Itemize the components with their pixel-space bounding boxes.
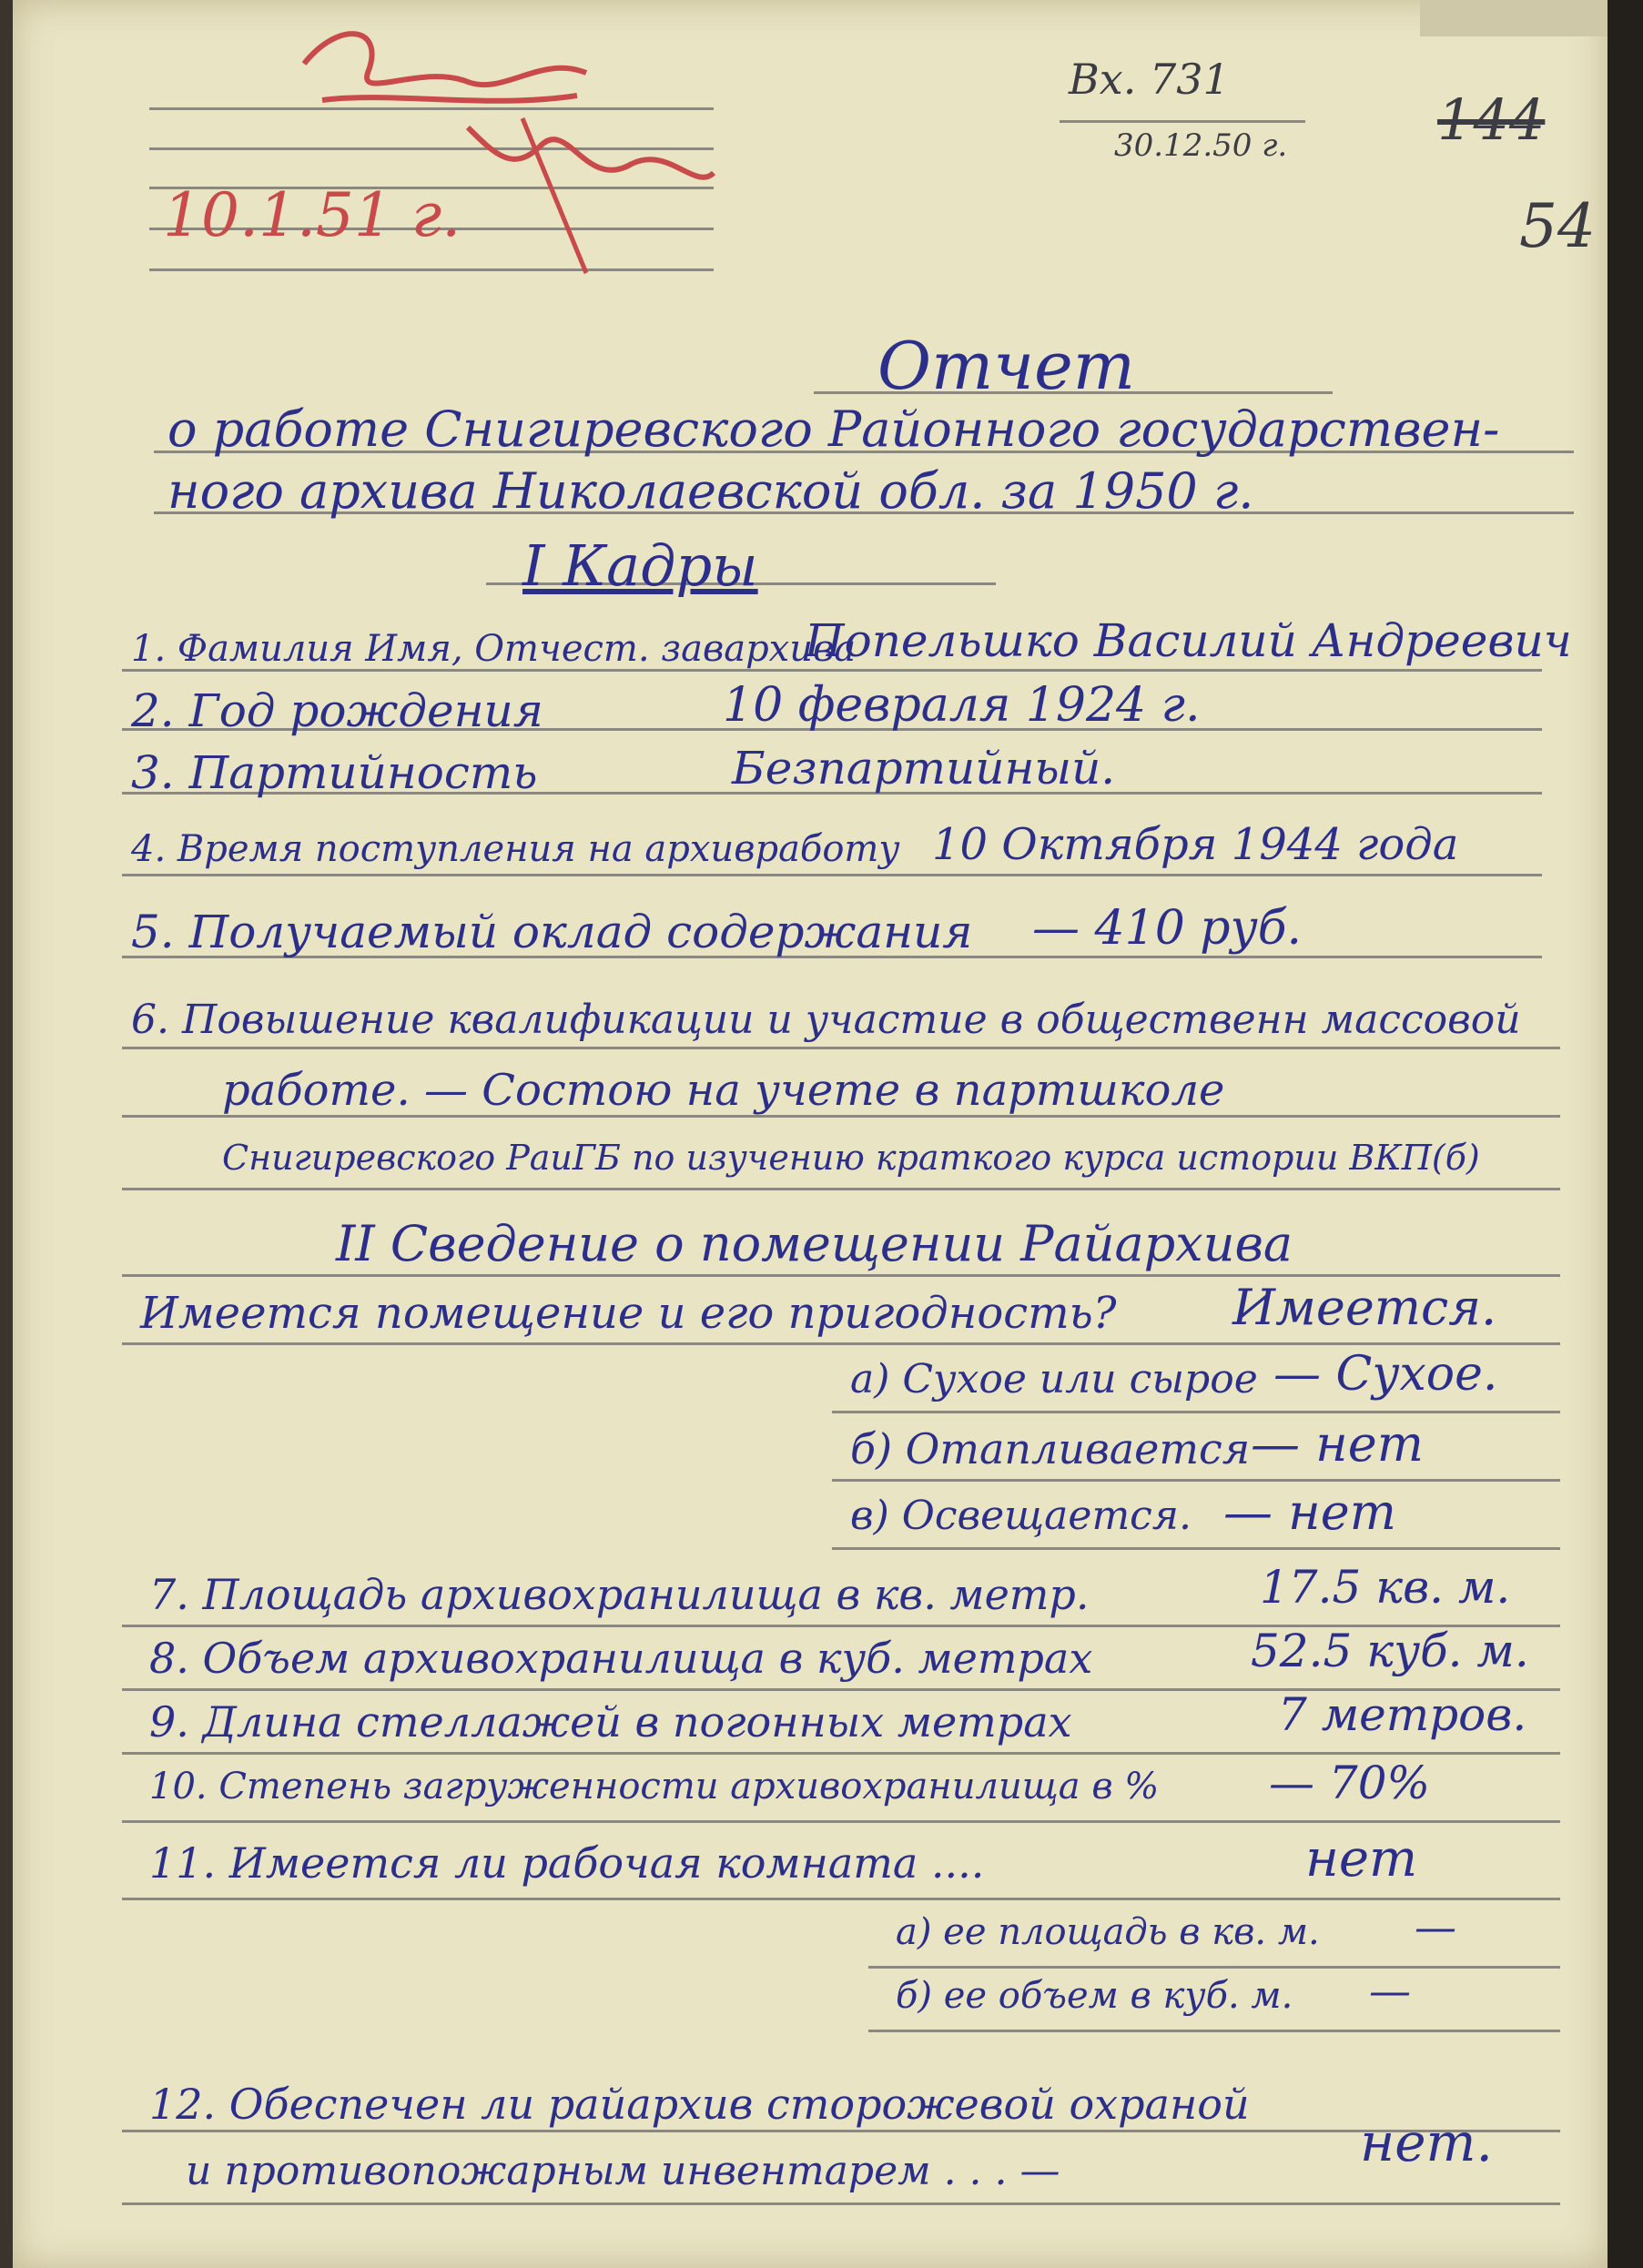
- item12-line2: и противопожарным инвентарем . . . —: [186, 2148, 1060, 2194]
- document-page: [13, 0, 1608, 2268]
- report-subtitle-line2: ного архива Николаевской обл. за 1950 г.: [167, 462, 1254, 520]
- report-title: Отчет: [877, 328, 1135, 404]
- item4-value: 10 Октября 1944 года: [932, 819, 1459, 870]
- ruled-line: [868, 2030, 1560, 2032]
- item4-label: 4. Время поступления на архивработу: [131, 828, 900, 870]
- sub-b-value: — нет: [1251, 1415, 1424, 1473]
- ruled-line: [832, 1479, 1560, 1482]
- item9-value: 7 метров.: [1278, 1688, 1527, 1741]
- item5-value: — 410 руб.: [1032, 901, 1303, 956]
- section2-title: II Сведение о помещении Райархива: [336, 1215, 1293, 1272]
- item3-label: 3. Партийность: [131, 746, 538, 799]
- ruled-line: [122, 2130, 1560, 2132]
- incoming-number: Вх. 731: [1069, 55, 1230, 104]
- sub11-a-label: а) ее площадь в кв. м.: [896, 1911, 1320, 1953]
- ruled-line: [122, 2202, 1560, 2205]
- red-date-note: 10.1.51 г.: [163, 180, 461, 250]
- ruled-line: [122, 874, 1542, 876]
- item6-line1: 6. Повышение квалификации и участие в общественн массовой: [131, 997, 1521, 1043]
- item8-value: 52.5 куб. м.: [1251, 1625, 1529, 1677]
- sub11-b-value: —: [1369, 1966, 1411, 2015]
- sub11-b-label: б) ее объем в куб. м.: [896, 1975, 1293, 2017]
- ruled-line: [122, 1274, 1560, 1277]
- sub-b-label: б) Отапливается: [850, 1424, 1251, 1473]
- item7-value: 17.5 кв. м.: [1260, 1561, 1511, 1614]
- item6-line3: Снигиревского РаиГБ по изучению краткого курса истории ВКП(б): [222, 1138, 1480, 1178]
- old-sheet-number: 144: [1437, 86, 1546, 153]
- item11-value: нет: [1305, 1829, 1418, 1888]
- ruled-line: [1060, 120, 1305, 123]
- ruled-line: [122, 1342, 1560, 1345]
- premises-answer: Имеется.: [1232, 1279, 1497, 1336]
- premises-question: Имеется помещение и его пригодность?: [140, 1288, 1117, 1339]
- sub-v-label: в) Освещается.: [850, 1493, 1192, 1539]
- page-tab-behind: [1420, 0, 1608, 36]
- item6-line2: работе. — Состою на учете в партшколе: [222, 1065, 1225, 1116]
- section1-title: I Кадры: [522, 532, 758, 599]
- item1-label: 1. Фамилия Имя, Отчест. заварxива: [131, 628, 857, 670]
- item10-value: — 70%: [1269, 1757, 1431, 1809]
- ruled-line: [122, 1188, 1560, 1190]
- ruled-line: [868, 1966, 1560, 1969]
- ruled-line: [122, 1820, 1560, 1823]
- item7-label: 7. Площадь архивохранилища в кв. метр.: [149, 1570, 1090, 1619]
- ruled-line: [122, 1047, 1560, 1049]
- item3-value: Безпартийный.: [732, 742, 1116, 795]
- sub-v-value: — нет: [1223, 1483, 1396, 1541]
- item2-value: 10 февраля 1924 г.: [723, 678, 1201, 733]
- incoming-date: 30.12.50 г.: [1114, 127, 1288, 164]
- ruled-line: [832, 1411, 1560, 1413]
- item2-label: 2. Год рождения: [131, 684, 543, 737]
- item11-label: 11. Имеется ли рабочая комната ....: [149, 1838, 985, 1888]
- sub11-a-value: —: [1415, 1902, 1456, 1951]
- ruled-line: [122, 1752, 1560, 1755]
- item12-line1: 12. Обеспечен ли райархив сторожевой охраной: [149, 2080, 1250, 2129]
- sheet-number: 54: [1519, 191, 1596, 261]
- item5-label: 5. Получаемый оклад содержания: [131, 906, 973, 958]
- item10-label: 10. Степень загруженности архивохранилища в %: [149, 1766, 1160, 1807]
- report-subtitle-line1: о работе Снигиревского Районного государствен-: [167, 400, 1500, 458]
- item12-value: нет.: [1360, 2111, 1493, 2173]
- item8-label: 8. Объем архивохранилища в куб. метрах: [149, 1634, 1093, 1683]
- ruled-line: [122, 1898, 1560, 1900]
- item1-value: Попельшко Василий Андреевич: [805, 614, 1572, 667]
- sub-a-value: — Сухое.: [1273, 1347, 1498, 1402]
- sub-a-label: а) Сухое или сырое: [850, 1356, 1258, 1402]
- ruled-line: [832, 1547, 1560, 1550]
- binder-edge: [1608, 0, 1643, 2268]
- item9-label: 9. Длина стеллажей в погонных метрах: [149, 1697, 1072, 1747]
